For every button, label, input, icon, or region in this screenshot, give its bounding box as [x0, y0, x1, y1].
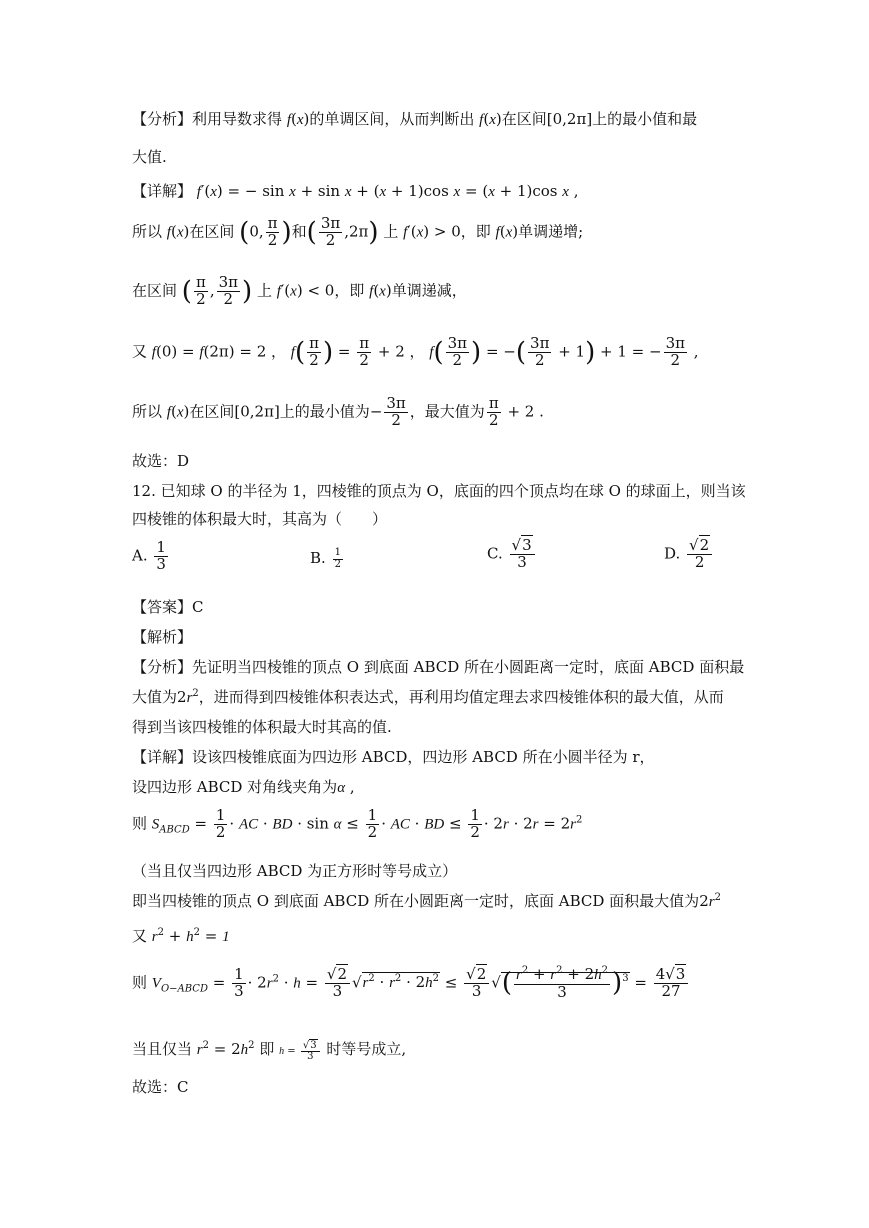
- question-12-line-1: 12. 已知球 O 的半径为 1，四棱锥的顶点为 O，底面的四个顶点均在球 O 的球面上，则当该: [132, 482, 746, 500]
- analysis2-line-1: [132, 656, 744, 677]
- area-formula-line: 则 $S_{ABCD}$ = $\frac{1}{2}$ · AC · BD · sin α ≤ $\frac{1}{2}$ · AC · BD ≤ $\frac{1}{2}$ · $2r \cdot 2r = 2r^2$: [132, 806, 583, 841]
- option-c: C. $\frac{√3}{3}$: [487, 538, 537, 571]
- volume-formula-line: 则 $V_{O-ABCD}$ = $\frac{1}{3}$ · $2r^2 \cdot h$ = $\frac{√2}{3}$ $√r^2 \cdot r^2 \cdot 2h^2$ ≤ $\frac{√2}{3}$ √( $\frac{r^2 + r^2 + 2h^2}{3}$ )$^3$ = $\frac{4√3}{27}$: [132, 966, 690, 1001]
- equal-text-b: 即: [259, 1040, 275, 1058]
- analysis2-line-3: 得到当该四棱锥的体积最大时其高的值.: [132, 718, 392, 736]
- detail2-text-1: 设该四棱锥底面为四边形 ABCD，四边形 ABCD 所在小圆半径为 r，: [192, 748, 655, 766]
- then-2: 则: [132, 973, 148, 992]
- min-text-d: ，最大值为: [409, 402, 485, 421]
- detail-line-derivative: 【详解】 f′(x) = − sin x + sin x + (x + 1)cos x = (x + 1)cos x ,: [132, 182, 579, 200]
- analysis2-line-2: 大值为$2r^2$，进而得到四棱锥体积表达式，再利用均值定理去求四棱锥体积的最大值，从而: [132, 688, 724, 706]
- inc-text-c: 和: [291, 222, 307, 241]
- analysis-text-a: 利用导数求得: [192, 110, 283, 128]
- inc-text-b: 在区间: [189, 222, 235, 241]
- answer-line: 【答案】C: [132, 598, 204, 616]
- inc-text-d: 上: [383, 222, 399, 241]
- inc-text-f: 单调递增;: [518, 222, 584, 241]
- again-2: 又: [132, 927, 148, 945]
- dec-text-d: 单调递减，: [391, 281, 467, 300]
- inc-text-e: ，即: [460, 222, 491, 241]
- detail2-label: 【详解】: [132, 748, 193, 766]
- analysis-line-1: 【分析】利用导数求得 f(x)的单调区间，从而判断出 f(x)在区间[0,2π]上的最小值和最: [132, 110, 698, 128]
- note-line: （当且仅当四边形 ABCD 为正方形时等号成立）: [132, 862, 458, 880]
- again-text: 又: [132, 342, 148, 361]
- choose-c: 故选：C: [132, 1078, 189, 1096]
- analysis2-text-2b: ，进而得到四棱锥体积表达式，再利用均值定理去求四棱锥体积的最大值，从而: [198, 688, 724, 706]
- question-12-line-2: 四棱锥的体积最大时，其高为（ ）: [132, 510, 388, 528]
- min-text-c: 上的最小值为: [279, 402, 370, 421]
- option-d: D. $\frac{√2}{2}$: [664, 538, 714, 571]
- dec-text-a: 在区间: [132, 281, 178, 300]
- equality-line: 当且仅当 $r^2 = 2h^2$ 即 h = $\frac{√3}{3}$ 时等号成立,: [132, 1039, 407, 1062]
- constraint-line: 又 $r^2 + h^2 = 1$: [132, 927, 230, 945]
- option-b: B. $\frac{1}{2}$: [310, 547, 341, 570]
- analysis-text-b: 的单调区间，从而判断出: [309, 110, 475, 128]
- then-1: 则: [132, 814, 148, 833]
- option-a-label: A.: [132, 546, 148, 565]
- option-a: A. $\frac{1}{3}$: [132, 538, 166, 573]
- analysis2-text-2a: 大值为: [132, 688, 178, 706]
- dec-text-c: ，即: [334, 281, 365, 300]
- analysis-text-d: 上的最小值和最: [592, 110, 698, 128]
- analysis-text-c: 在区间: [501, 110, 547, 128]
- equal-text-a: 当且仅当: [132, 1040, 193, 1058]
- min-text-a: 所以: [132, 402, 163, 421]
- dec-text-b: 上: [256, 281, 272, 300]
- detail2-line-1: [132, 746, 655, 767]
- analysis-text-e: 大值.: [132, 148, 167, 166]
- choose-d: 故选：D: [132, 452, 190, 470]
- max-area-line: 即当四棱锥的顶点 O 到底面 ABCD 所在小圆距离一定时，底面 ABCD 面积最大值为$2r^2$: [132, 892, 721, 910]
- increasing-line: 所以 f(x)在区间 (0, $\frac{\pi}{2}$ )和( $\frac{3\pi}{2}$ ,2π) 上 f′(x) > 0，即 f(x)单调递增;: [132, 214, 584, 249]
- min-text-b: 在区间: [189, 402, 235, 421]
- inc-text-a: 所以: [132, 222, 163, 241]
- detail2-line-2: 设四边形 ABCD 对角线夹角为α ,: [132, 778, 355, 796]
- option-c-label: C.: [487, 544, 503, 563]
- option-d-label: D.: [664, 544, 681, 563]
- analysis-label: 【分析】: [132, 110, 193, 128]
- detail-label: 【详解】: [132, 182, 193, 200]
- equal-text-c: 时等号成立,: [326, 1040, 407, 1058]
- jiexi-line: 【解析】: [132, 628, 193, 646]
- analysis-line-2: [132, 146, 167, 167]
- detail2-text-2: 设四边形 ABCD 对角线夹角为: [132, 778, 338, 796]
- minmax-line: 所以 f(x)在区间[0,2π]上的最小值为− $\frac{3\pi}{2}$ ，最大值为 $\frac{\pi}{2}$ + 2 .: [132, 394, 544, 429]
- values-line: 又 f(0) = f(2π) = 2 ， f( $\frac{\pi}{2}$ ) = $\frac{\pi}{2}$ + 2 ， f( $\frac{3\pi}{2}$ ) = −( $\frac{3\pi}{2}$ + 1) + 1 = − $\frac{3\pi}{2}$ ,: [132, 334, 699, 369]
- analysis2-text-1: 先证明当四棱锥的顶点 O 到底面 ABCD 所在小圆距离一定时，底面 ABCD 面积最: [192, 658, 745, 676]
- decreasing-line: 在区间 ( $\frac{\pi}{2}$ , $\frac{3\pi}{2}$ ) 上 f′(x) < 0，即 f(x)单调递减，: [132, 273, 467, 308]
- analysis2-label: 【分析】: [132, 658, 193, 676]
- max-area-text: 即当四棱锥的顶点 O 到底面 ABCD 所在小圆距离一定时，底面 ABCD 面积最大值为: [132, 892, 700, 910]
- option-b-label: B.: [310, 549, 326, 567]
